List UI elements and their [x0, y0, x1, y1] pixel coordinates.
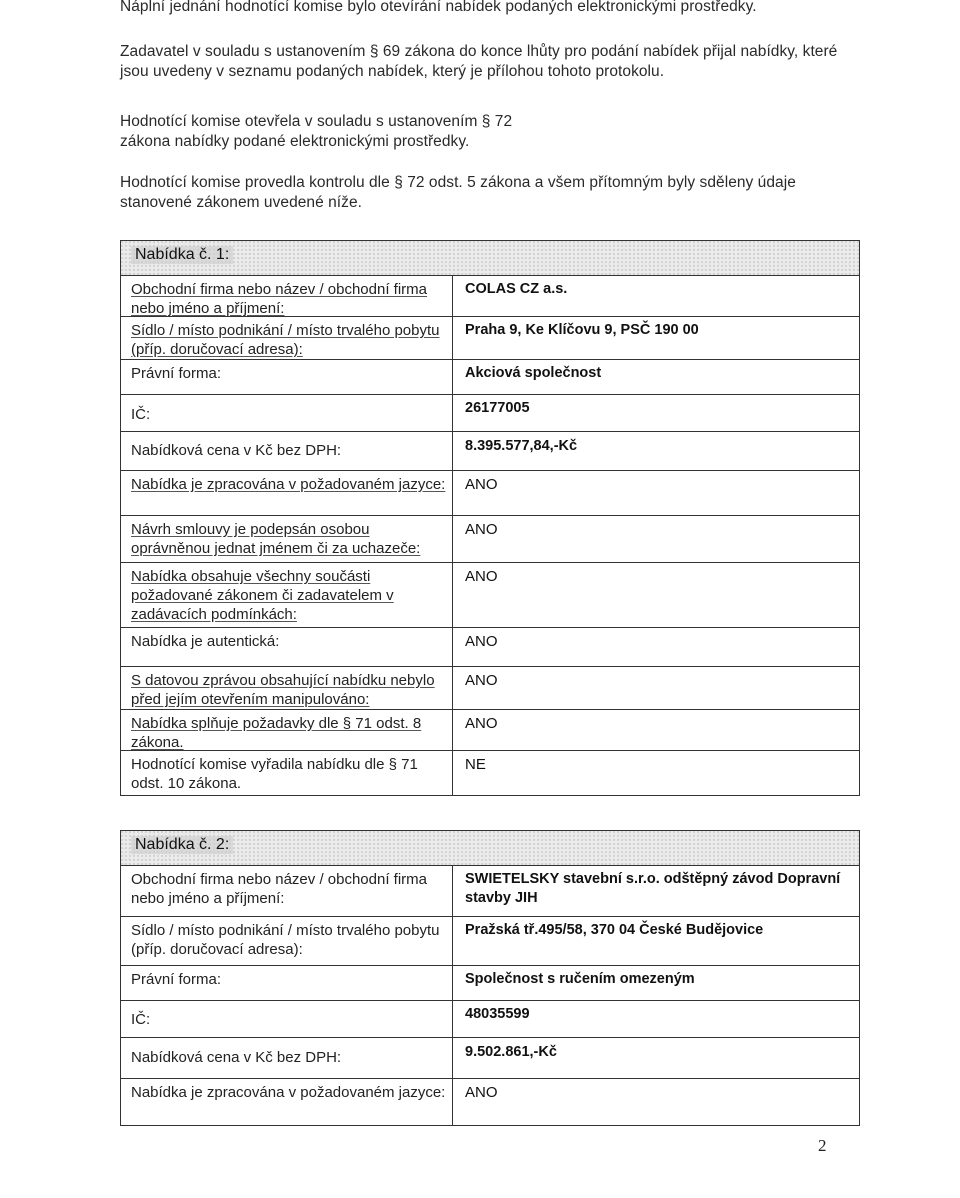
table-row	[121, 966, 859, 1001]
row-label: Nabídka je autentická:	[121, 628, 453, 666]
row-label: S datovou zprávou obsahující nabídku nebylo před jejím otevřením manipulováno:	[121, 667, 453, 709]
offer-1-header	[121, 241, 859, 276]
table-row	[121, 471, 859, 516]
row-label: Obchodní firma nebo název / obchodní firma nebo jméno a příjmení:	[121, 866, 453, 916]
offer-2-table	[120, 830, 860, 1126]
table-row	[121, 866, 859, 917]
table-row	[121, 917, 859, 966]
row-value: 9.502.861,-Kč	[465, 1044, 557, 1060]
intro-paragraph-4: Hodnotící komise provedla kontrolu dle § 72 odst. 5 zákona a všem přítomným byly sděleny údaje stanovené zákonem uvedené níže.	[120, 174, 796, 211]
table-row	[121, 1079, 859, 1125]
table-row	[121, 1001, 859, 1038]
row-value: ANO	[465, 1084, 498, 1101]
row-value: ANO	[465, 633, 498, 650]
table-row	[121, 276, 859, 317]
row-label: Hodnotící komise vyřadila nabídku dle § 71 odst. 10 zákona.	[121, 751, 453, 795]
row-value: COLAS CZ a.s.	[465, 281, 568, 297]
row-value: Pražská tř.495/58, 370 04 České Budějovice	[465, 922, 764, 938]
offer-1-title: Nabídka č. 1:	[131, 246, 233, 264]
row-value: 26177005	[465, 400, 530, 416]
row-value: SWIETELSKY stavební s.r.o. odštěpný závod Dopravní stavby JIH	[465, 871, 841, 906]
row-value: ANO	[465, 672, 498, 689]
row-value: 8.395.577,84,-Kč	[465, 438, 578, 454]
row-value: ANO	[465, 715, 498, 732]
row-label: Nabídka je zpracována v požadovaném jazyce:	[121, 1079, 453, 1125]
row-label: IČ:	[121, 395, 453, 431]
row-value: NE	[465, 756, 486, 773]
row-value: ANO	[465, 476, 498, 493]
table-row	[121, 432, 859, 471]
table-row	[121, 710, 859, 751]
row-label: Obchodní firma nebo název / obchodní firma nebo jméno a příjmení:	[121, 276, 453, 316]
row-label: Nabídková cena v Kč bez DPH:	[121, 1038, 453, 1078]
table-row	[121, 516, 859, 563]
row-value: ANO	[465, 568, 498, 585]
page-number: 2	[818, 1136, 827, 1155]
row-label: Sídlo / místo podnikání / místo trvalého pobytu (příp. doručovací adresa):	[121, 317, 453, 359]
row-label: IČ:	[121, 1001, 453, 1037]
row-label: Právní forma:	[121, 966, 453, 1000]
table-row	[121, 751, 859, 795]
row-value: Akciová společnost	[465, 365, 602, 381]
intro-paragraph-3: Hodnotící komise otevřela v souladu s ustanovením § 72 zákona nabídky podané elektronickými prostředky.	[120, 113, 513, 150]
row-label: Nabídka obsahuje všechny součásti požadované zákonem či zadavatelem v zadávacích podmínkách:	[121, 563, 453, 627]
row-label: Nabídková cena v Kč bez DPH:	[121, 432, 453, 470]
table-row	[121, 317, 859, 360]
row-value: ANO	[465, 521, 498, 538]
table-row	[121, 1038, 859, 1079]
table-row	[121, 628, 859, 667]
row-label: Nabídka splňuje požadavky dle § 71 odst. 8 zákona.	[121, 710, 453, 750]
table-row	[121, 395, 859, 432]
table-row	[121, 360, 859, 395]
offer-1-table	[120, 240, 860, 796]
row-label: Sídlo / místo podnikání / místo trvalého pobytu (příp. doručovací adresa):	[121, 917, 453, 965]
offer-2-title: Nabídka č. 2:	[131, 836, 233, 854]
table-row	[121, 667, 859, 710]
row-label: Právní forma:	[121, 360, 453, 394]
offer-2-header	[121, 831, 859, 866]
table-row	[121, 563, 859, 628]
row-label: Nabídka je zpracována v požadovaném jazyce:	[121, 471, 453, 515]
intro-paragraph-1: Náplní jednání hodnotící komise bylo otevírání nabídek podaných elektronickými prostředky.	[120, 0, 757, 15]
row-value: Společnost s ručením omezeným	[465, 971, 695, 987]
row-value: 48035599	[465, 1006, 530, 1022]
row-label: Návrh smlouvy je podepsán osobou oprávněnou jednat jménem či za uchazeče:	[121, 516, 453, 562]
intro-paragraph-2: Zadavatel v souladu s ustanovením § 69 zákona do konce lhůty pro podání nabídek přijal nabídky, které jsou uvedeny v seznamu podaných nabídek, který je přílohou tohoto protokolu.	[120, 43, 838, 80]
row-value: Praha 9, Ke Klíčovu 9, PSČ 190 00	[465, 322, 699, 338]
